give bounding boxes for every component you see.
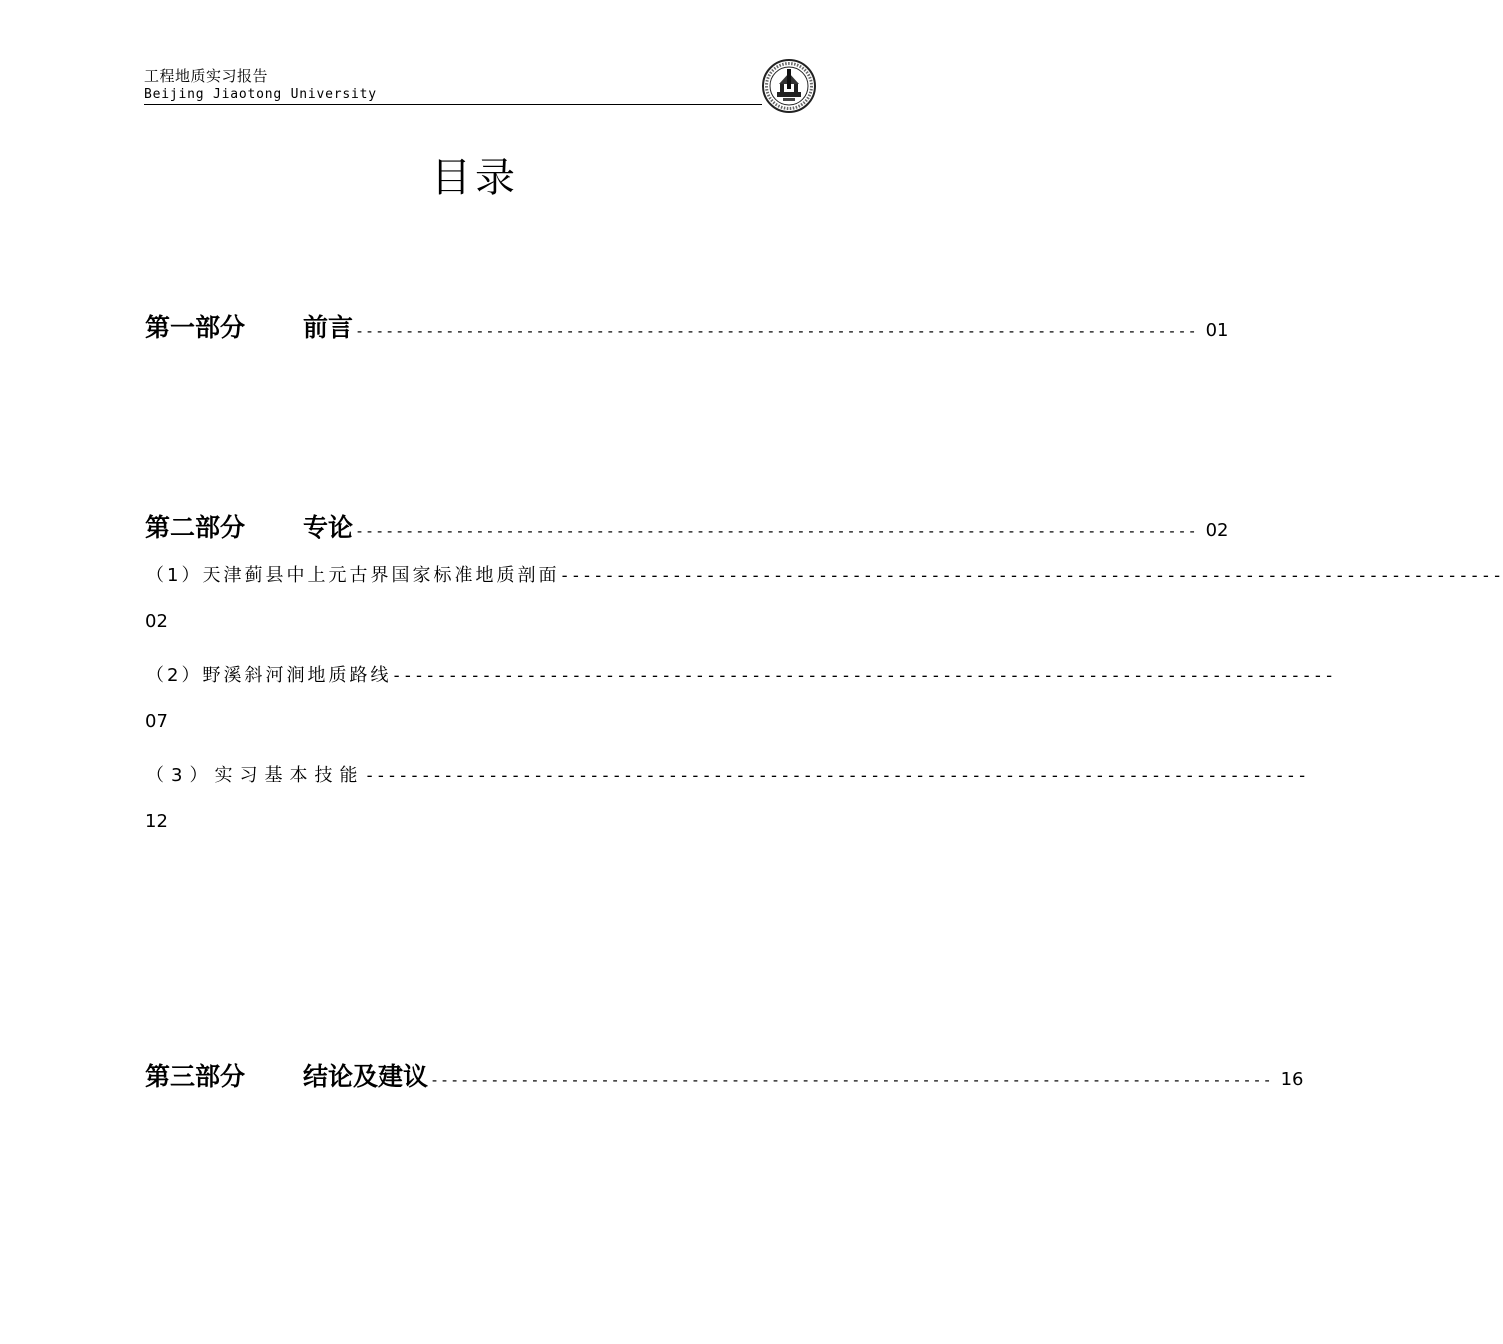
page-header — [144, 66, 764, 104]
toc-subentry-2[interactable] — [146, 661, 1336, 687]
toc-part-label: 第二部分 — [145, 513, 246, 542]
university-emblem-icon — [761, 58, 817, 114]
toc-part-label: 第一部分 — [145, 313, 246, 342]
toc-part-name: 前言 — [303, 313, 354, 342]
toc-part-name: 专论 — [303, 513, 354, 542]
toc-subentry-page: 02 — [145, 611, 168, 632]
toc-subentry-label: （3）实习基本技能 — [146, 765, 365, 786]
toc-leader: ------------------------------------------------------------------------------------ — [430, 1071, 1273, 1089]
toc-entry-part3[interactable] — [145, 1057, 1304, 1093]
toc-subentry-label: （2）野溪斜河涧地质路线 — [146, 665, 392, 686]
toc-page-number: 01 — [1205, 320, 1229, 341]
header-title-en: Beijing Jiaotong University — [144, 87, 377, 102]
toc-entry-part2[interactable] — [145, 508, 1229, 544]
toc-page-number: 16 — [1280, 1069, 1304, 1090]
toc-subentry-page: 07 — [145, 711, 168, 732]
toc-part-name: 结论及建议 — [303, 1062, 429, 1091]
toc-subentry-page: 12 — [145, 811, 168, 832]
toc-part-label: 第三部分 — [145, 1062, 246, 1091]
toc-leader: ------------------------------------------------------------------------------------ — [355, 522, 1198, 540]
page-title: 目录 — [431, 155, 519, 201]
header-rule — [144, 104, 762, 105]
toc-entry-part1[interactable] — [145, 308, 1229, 344]
toc-leader: ------------------------------------------------------------------------------------ — [391, 666, 1336, 686]
toc-page-number: 02 — [1205, 520, 1229, 541]
toc-leader: ------------------------------------------------------------------------------------ — [355, 322, 1198, 340]
toc-leader: ------------------------------------------------------------------------------------ — [364, 766, 1309, 786]
header-title-cn: 工程地质实习报告 — [144, 67, 269, 85]
toc-subentry-3[interactable] — [146, 761, 1309, 787]
toc-subentry-label: （1）天津蓟县中上元古界国家标准地质剖面 — [146, 565, 560, 586]
toc-subentry-1[interactable] — [146, 561, 1503, 587]
toc-leader: ------------------------------------------------------------------------------------ — [559, 566, 1503, 586]
